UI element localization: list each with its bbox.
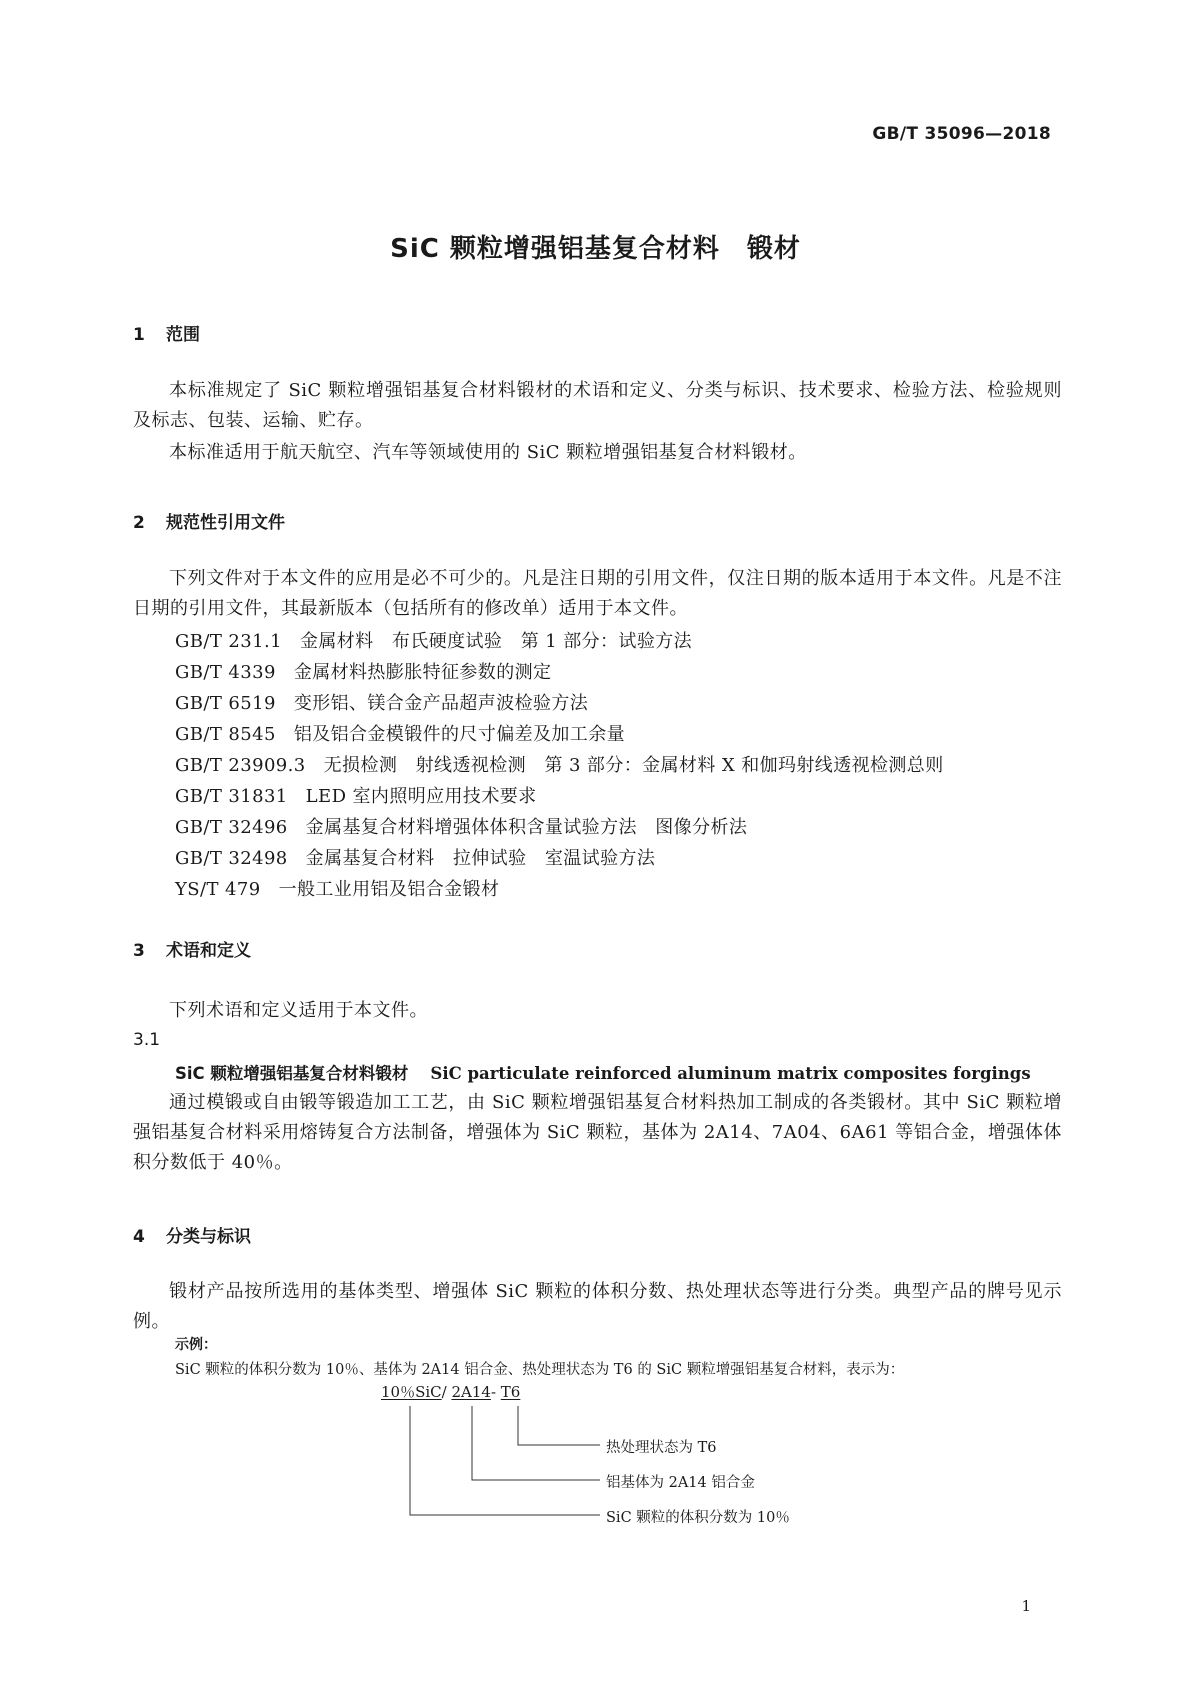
reference-item bbox=[175, 719, 944, 750]
normative-reference-list bbox=[175, 626, 944, 905]
designation-volume-fraction: 10％SiC bbox=[381, 1383, 442, 1401]
reference-item bbox=[175, 688, 944, 719]
reference-code: GB/T 6519 bbox=[175, 693, 276, 714]
section-4-heading bbox=[133, 1222, 251, 1247]
reference-code: GB/T 32496 bbox=[175, 817, 288, 838]
reference-code: GB/T 31831 bbox=[175, 786, 288, 807]
reference-title: 铝及铝合金模锻件的尺寸偏差及加工余量 bbox=[293, 724, 626, 745]
reference-title: 金属材料热膨胀特征参数的测定 bbox=[293, 662, 552, 683]
reference-code: GB/T 4339 bbox=[175, 662, 276, 683]
annotation-matrix: 铝基体为 2A14 铝合金 bbox=[606, 1475, 755, 1491]
section-title: 分类与标识 bbox=[166, 1227, 251, 1247]
section-title: 范围 bbox=[166, 325, 200, 345]
annotation-volume-fraction: SiC 颗粒的体积分数为 10％ bbox=[606, 1510, 790, 1526]
section-title: 规范性引用文件 bbox=[166, 513, 285, 533]
section-4-paragraph-1: 锻材产品按所选用的基体类型、增强体 SiC 颗粒的体积分数、热处理状态等进行分类。典型产品的牌号见示例。 bbox=[133, 1281, 1062, 1332]
reference-code: GB/T 231.1 bbox=[175, 631, 282, 652]
section-number: 3 bbox=[133, 941, 145, 961]
term-name-zh: SiC 颗粒增强铝基复合材料锻材 bbox=[175, 1064, 409, 1083]
section-number: 4 bbox=[133, 1227, 145, 1247]
reference-item bbox=[175, 626, 944, 657]
reference-title: 金属基复合材料增强体体积含量试验方法 图像分析法 bbox=[305, 817, 748, 838]
reference-item bbox=[175, 657, 944, 688]
designation-matrix: 2A14 bbox=[451, 1383, 491, 1401]
reference-title: 无损检测 射线透视检测 第 3 部分：金属材料 X 和伽玛射线透视检测总则 bbox=[323, 755, 944, 776]
callout-line-temper bbox=[518, 1406, 600, 1445]
term-definition: 通过模锻或自由锻等锻造加工工艺，由 SiC 颗粒增强铝基复合材料热加工制成的各类锻材。其中 SiC 颗粒增强铝基复合材料采用熔铸复合方法制备，增强体为 SiC 颗粒，基体为 2A14、7A04、6A61 等铝合金，增强体体积分数低于 40％。 bbox=[133, 1092, 1062, 1173]
page-number: 1 bbox=[1021, 1597, 1031, 1615]
document-title: SiC 颗粒增强铝基复合材料 锻材 bbox=[390, 234, 801, 264]
reference-title: 金属材料 布氏硬度试验 第 1 部分：试验方法 bbox=[299, 631, 693, 652]
section-3-paragraph-1: 下列术语和定义适用于本文件。 bbox=[169, 1000, 428, 1021]
annotation-temper: 热处理状态为 T6 bbox=[606, 1440, 717, 1456]
designation-separator: / bbox=[441, 1383, 452, 1401]
example-text: SiC 颗粒的体积分数为 10％、基体为 2A14 铝合金、热处理状态为 T6 的 SiC 颗粒增强铝基复合材料，表示为： bbox=[175, 1362, 905, 1378]
reference-item bbox=[175, 843, 944, 874]
reference-title: 一般工业用铝及铝合金锻材 bbox=[278, 879, 500, 900]
term-number: 3.1 bbox=[133, 1030, 161, 1050]
reference-code: GB/T 23909.3 bbox=[175, 755, 306, 776]
section-title: 术语和定义 bbox=[166, 941, 251, 961]
designation-separator: - bbox=[490, 1383, 501, 1401]
section-number: 1 bbox=[133, 325, 145, 345]
designation-temper: T6 bbox=[500, 1383, 521, 1401]
reference-item bbox=[175, 750, 944, 781]
standard-number: GB/T 35096—2018 bbox=[872, 124, 1051, 144]
reference-title: 金属基复合材料 拉伸试验 室温试验方法 bbox=[305, 848, 656, 869]
section-3-heading bbox=[133, 936, 251, 961]
reference-code: GB/T 8545 bbox=[175, 724, 276, 745]
section-number: 2 bbox=[133, 513, 145, 533]
section-2-paragraph-1: 下列文件对于本文件的应用是必不可少的。凡是注日期的引用文件，仅注日期的版本适用于本文件。凡是不注日期的引用文件，其最新版本（包括所有的修改单）适用于本文件。 bbox=[133, 568, 1062, 619]
reference-code: GB/T 32498 bbox=[175, 848, 288, 869]
callout-line-matrix bbox=[472, 1406, 600, 1480]
term-entry-title bbox=[175, 1060, 1062, 1084]
section-1-heading bbox=[133, 320, 200, 345]
reference-item bbox=[175, 781, 944, 812]
example-label: 示例： bbox=[175, 1337, 217, 1353]
section-2-heading bbox=[133, 508, 285, 533]
section-1-paragraph-1: 本标准规定了 SiC 颗粒增强铝基复合材料锻材的术语和定义、分类与标识、技术要求、检验方法、检验规则及标志、包装、运输、贮存。 bbox=[133, 380, 1062, 431]
designation-code bbox=[381, 1381, 520, 1402]
reference-code: YS/T 479 bbox=[175, 879, 261, 900]
reference-item bbox=[175, 812, 944, 843]
reference-item bbox=[175, 874, 944, 905]
section-1-paragraph-2: 本标准适用于航天航空、汽车等领域使用的 SiC 颗粒增强铝基复合材料锻材。 bbox=[169, 442, 807, 463]
reference-title: 变形铝、镁合金产品超声波检验方法 bbox=[293, 693, 589, 714]
term-name-en: SiC particulate reinforced aluminum matrix composites forgings bbox=[430, 1064, 1031, 1083]
reference-title: LED 室内照明应用技术要求 bbox=[305, 786, 537, 807]
callout-line-volume-fraction bbox=[410, 1406, 600, 1515]
